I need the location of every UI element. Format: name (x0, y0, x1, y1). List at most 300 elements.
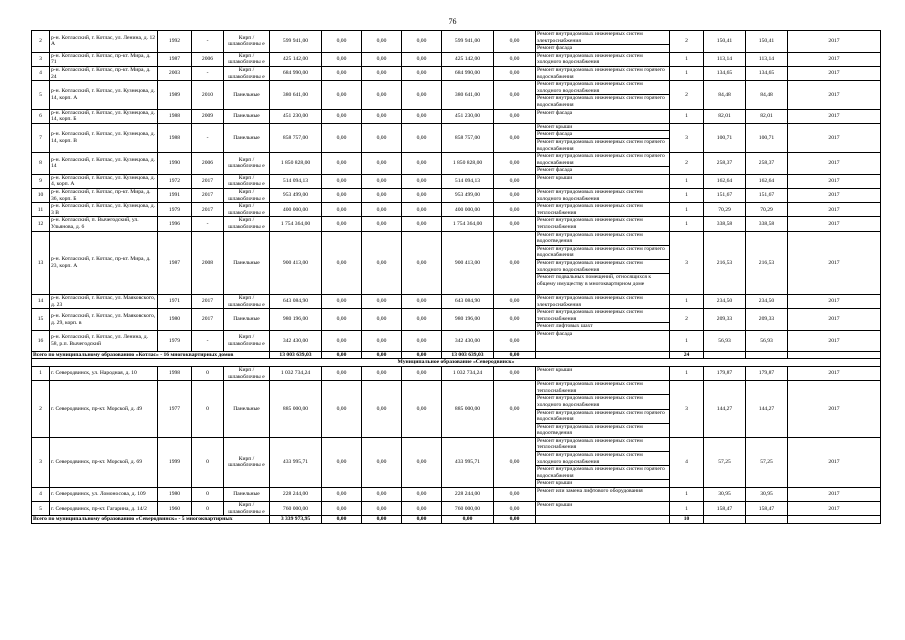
fund-cell: 0,00 (322, 381, 362, 438)
address-cell: р-н. Котласский, г. Котлас, ул. Маяковского, д. 29, корп. в (50, 309, 158, 331)
year-renovated-cell: 2017 (192, 189, 224, 203)
plan-year-cell: 2017 (788, 309, 881, 331)
max-cost-cell: 158,47 (746, 502, 788, 516)
owners-funds-cell: 900 413,00 (442, 231, 494, 294)
specific-cost-cell: 216,53 (704, 231, 746, 294)
work-count-cell: 1 (670, 174, 704, 188)
table-row (32, 381, 881, 438)
row-number: 1 (32, 366, 50, 380)
total-blank-a (704, 351, 746, 359)
fund-cell: 0,00 (322, 502, 362, 516)
wall-material-cell: Панельные (224, 123, 270, 152)
total-cost-cell: 514 094,13 (270, 174, 322, 188)
year-built-cell: 1996 (158, 217, 192, 231)
wall-material-cell: Кирп / шлакоблочны е (224, 203, 270, 217)
local-budget-cell: 0,00 (402, 123, 442, 152)
regional-budget-cell: 0,00 (362, 109, 402, 123)
specific-cost-cell: 258,37 (704, 153, 746, 175)
regional-budget-cell: 0,00 (362, 153, 402, 175)
work-type-item: Ремонт крыши (537, 480, 573, 487)
max-cost-cell: 84,48 (746, 81, 788, 109)
local-budget-cell: 0,00 (402, 502, 442, 516)
plan-year-cell: 2017 (788, 174, 881, 188)
total-cost-cell: 643 084,90 (270, 294, 322, 308)
total-cost-sum: 13 003 639,03 (270, 351, 322, 359)
local-budget-cell: 0,00 (402, 488, 442, 502)
address-cell: р-н. Котласский, г. Котлас, ул. Кузнецова, д. 14, корп. Б (50, 109, 158, 123)
total-cost-cell: 451 230,00 (270, 109, 322, 123)
year-built-cell: 1977 (158, 381, 192, 438)
specific-cost-cell: 144,27 (704, 381, 746, 438)
work-type-item: Ремонт внутридомовых инженерных систем горячего водоснабжения (537, 138, 665, 152)
wall-material-cell: Панельные (224, 81, 270, 109)
address-cell: р-н. Котласский, г. Котлас, ул. Кузнецова, д. 14, корп. В (50, 123, 158, 152)
work-type-item: Ремонт внутридомовых инженерных систем теплоснабжения (537, 203, 643, 216)
local-budget-cell: 0,00 (402, 231, 442, 294)
work-types-cell (536, 66, 670, 80)
year-renovated-cell: - (192, 31, 224, 53)
specific-cost-cell: 179,87 (704, 366, 746, 380)
address-cell: г. Северодвинск, пр-кт. Гагарина, д. 14/2 (50, 502, 158, 516)
table-row (32, 309, 881, 331)
work-type-item: Ремонт внутридомовых инженерных систем горячего водоснабжения (537, 95, 665, 108)
total-owners-sum: 0,00 (442, 516, 494, 524)
owners-funds-cell: 760 000,00 (442, 502, 494, 516)
section-row (32, 359, 881, 367)
year-renovated-cell: 2006 (192, 52, 224, 66)
specific-cost-cell: 70,29 (704, 203, 746, 217)
total-owners-sum: 13 003 639,03 (442, 351, 494, 359)
work-count-cell: 1 (670, 366, 704, 380)
max-cost-cell: 144,27 (746, 381, 788, 438)
regional-budget-cell: 0,00 (362, 203, 402, 217)
regional-budget-cell: 0,00 (362, 366, 402, 380)
capital-repair-register-table (31, 30, 881, 524)
owners-funds-cell: 1 754 364,00 (442, 217, 494, 231)
address-cell: р-н. Котласский, г. Котлас, ул. Ленина, д. 58, р.п. Вычегодский (50, 330, 158, 351)
max-cost-cell: 100,71 (746, 123, 788, 152)
work-type-item: Ремонт внутридомовых инженерных систем теплоснабжения (536, 309, 669, 323)
work-types-cell (536, 189, 670, 203)
work-count-cell: 2 (670, 31, 704, 53)
wall-material-cell: Кирп / шлакоблочны е (224, 294, 270, 308)
max-cost-cell: 70,29 (746, 203, 788, 217)
total-cost-cell: 760 000,00 (270, 502, 322, 516)
work-type-item: Ремонт внутридомовых инженерных систем горячего водоснабжения (536, 246, 669, 260)
total-cost-cell: 858 757,00 (270, 123, 322, 152)
work-types-cell (536, 217, 670, 231)
work-types-cell (536, 294, 670, 308)
row-number: 4 (32, 66, 50, 80)
year-renovated-cell: - (192, 217, 224, 231)
table-row (32, 330, 881, 351)
specific-cost-cell: 30,95 (704, 488, 746, 502)
max-cost-cell: 234,50 (746, 294, 788, 308)
address-cell: р-н. Котласский, г. Котлас, ул. Маяковского, д. 23 (50, 294, 158, 308)
plan-year-cell: 2017 (788, 217, 881, 231)
local-budget-cell: 0,00 (402, 330, 442, 351)
plan-year-cell: 2017 (788, 488, 881, 502)
row-number: 2 (32, 31, 50, 53)
year-built-cell: 1992 (158, 31, 192, 53)
local-budget-cell: 0,00 (402, 31, 442, 53)
plan-year-cell: 2017 (788, 52, 881, 66)
local-budget-cell: 0,00 (402, 203, 442, 217)
total-local-sum: 0,00 (402, 351, 442, 359)
owners-funds-cell: 1 032 734,24 (442, 366, 494, 380)
other-funds-cell: 0,00 (494, 437, 536, 487)
year-built-cell: 1979 (158, 203, 192, 217)
specific-cost-cell: 338,58 (704, 217, 746, 231)
work-types-cell (536, 174, 670, 188)
fund-cell: 0,00 (322, 203, 362, 217)
other-funds-cell: 0,00 (494, 294, 536, 308)
work-type-item: Ремонт внутридомовых инженерных систем водоотведения (537, 423, 643, 437)
work-type-item: Ремонт крыши (537, 174, 573, 181)
total-blank-b (746, 516, 788, 524)
table-row (32, 231, 881, 294)
work-type-item: Ремонт внутридомовых инженерных систем теплоснабжения (536, 438, 669, 452)
work-type-item: Ремонт внутридомовых инженерных систем теплоснабжения (536, 381, 669, 395)
fund-cell: 0,00 (322, 123, 362, 152)
regional-budget-cell: 0,00 (362, 294, 402, 308)
table-row (32, 366, 881, 380)
plan-year-cell: 2017 (788, 66, 881, 80)
total-blank-c (788, 516, 881, 524)
total-row (32, 351, 881, 359)
table-row (32, 203, 881, 217)
total-cost-sum: 3 339 973,95 (270, 516, 322, 524)
work-type-item: Ремонт внутридомовых инженерных систем горячего водоснабжения (536, 410, 669, 424)
specific-cost-cell: 100,71 (704, 123, 746, 152)
plan-year-cell: 2017 (788, 381, 881, 438)
other-funds-cell: 0,00 (494, 330, 536, 351)
other-funds-cell: 0,00 (494, 31, 536, 53)
table-row (32, 488, 881, 502)
wall-material-cell: Панельные (224, 488, 270, 502)
year-renovated-cell: 2009 (192, 109, 224, 123)
table-row (32, 52, 881, 66)
address-cell: р-н. Котласский, г. Котлас, пр-кт. Мира, д. 23, корп. А (50, 231, 158, 294)
table-row (32, 153, 881, 175)
address-cell: г. Северодвинск, ул. Ломоносова, д. 109 (50, 488, 158, 502)
year-built-cell: 1971 (158, 294, 192, 308)
work-types-cell (536, 231, 670, 294)
total-regional-sum: 0,00 (362, 516, 402, 524)
wall-material-cell: Кирп / шлакоблочны е (224, 437, 270, 487)
work-type-item: Ремонт внутридомовых инженерных систем теплоснабжения (537, 217, 643, 231)
wall-material-cell: Кирп / шлакоблочны е (224, 217, 270, 231)
work-types-cell (536, 309, 670, 331)
max-cost-cell: 56,93 (746, 330, 788, 351)
table-body (32, 31, 881, 524)
year-renovated-cell: 2017 (192, 309, 224, 331)
total-cost-cell: 228 244,00 (270, 488, 322, 502)
plan-year-cell: 2017 (788, 123, 881, 152)
table-row (32, 437, 881, 487)
address-cell: г. Северодвинск, пр-кт. Морской, д. 69 (50, 437, 158, 487)
specific-cost-cell: 113,14 (704, 52, 746, 66)
regional-budget-cell: 0,00 (362, 330, 402, 351)
year-built-cell: 1998 (158, 366, 192, 380)
work-type-item: Ремонт крыши (537, 502, 573, 509)
max-cost-cell: 258,37 (746, 153, 788, 175)
work-count-cell: 3 (670, 123, 704, 152)
specific-cost-cell: 57,25 (704, 437, 746, 487)
other-funds-cell: 0,00 (494, 488, 536, 502)
row-number: 3 (32, 52, 50, 66)
local-budget-cell: 0,00 (402, 294, 442, 308)
other-funds-cell: 0,00 (494, 189, 536, 203)
regional-budget-cell: 0,00 (362, 437, 402, 487)
table-row (32, 294, 881, 308)
year-renovated-cell: 0 (192, 437, 224, 487)
regional-budget-cell: 0,00 (362, 81, 402, 109)
specific-cost-cell: 209,33 (704, 309, 746, 331)
total-cost-cell: 1 850 828,00 (270, 153, 322, 175)
owners-funds-cell: 885 000,00 (442, 381, 494, 438)
work-type-item: Ремонт фасада (537, 45, 573, 52)
max-cost-cell: 82,01 (746, 109, 788, 123)
specific-cost-cell: 162,64 (704, 174, 746, 188)
other-funds-cell: 0,00 (494, 109, 536, 123)
total-work-count: 24 (670, 351, 704, 359)
max-cost-cell: 162,64 (746, 174, 788, 188)
year-built-cell: 1988 (158, 109, 192, 123)
row-number: 8 (32, 153, 50, 175)
total-other-sum: 0,00 (494, 351, 536, 359)
fund-cell: 0,00 (322, 366, 362, 380)
total-cost-cell: 380 641,00 (270, 81, 322, 109)
row-number: 14 (32, 294, 50, 308)
row-number: 6 (32, 109, 50, 123)
total-cost-cell: 885 000,00 (270, 381, 322, 438)
local-budget-cell: 0,00 (402, 52, 442, 66)
owners-funds-cell: 980 196,00 (442, 309, 494, 331)
regional-budget-cell: 0,00 (362, 231, 402, 294)
wall-material-cell: Кирп / шлакоблочны е (224, 174, 270, 188)
work-types-cell (536, 52, 670, 66)
regional-budget-cell: 0,00 (362, 189, 402, 203)
work-types-cell (536, 203, 670, 217)
regional-budget-cell: 0,00 (362, 309, 402, 331)
other-funds-cell: 0,00 (494, 381, 536, 438)
plan-year-cell: 2017 (788, 81, 881, 109)
local-budget-cell: 0,00 (402, 437, 442, 487)
fund-cell: 0,00 (322, 488, 362, 502)
year-renovated-cell: 2017 (192, 203, 224, 217)
other-funds-cell: 0,00 (494, 366, 536, 380)
max-cost-cell: 113,14 (746, 52, 788, 66)
plan-year-cell: 2017 (788, 231, 881, 294)
year-renovated-cell: 2010 (192, 81, 224, 109)
work-types-cell (536, 437, 670, 487)
total-local-sum: 0,00 (402, 516, 442, 524)
work-type-item: Ремонт подвальных помещений, относящихся к общему имуществу в многоквартирном доме (537, 274, 652, 287)
row-number: 10 (32, 189, 50, 203)
work-type-item: Ремонт фасада (537, 109, 573, 116)
address-cell: г. Северодвинск, пр-кт. Морской, д. 49 (50, 381, 158, 438)
year-renovated-cell: - (192, 123, 224, 152)
address-cell: р-н. Котласский, г. Котлас, ул. Кузнецова, д. 4, корп. А (50, 174, 158, 188)
other-funds-cell: 0,00 (494, 502, 536, 516)
row-number: 2 (32, 381, 50, 438)
other-funds-cell: 0,00 (494, 309, 536, 331)
regional-budget-cell: 0,00 (362, 123, 402, 152)
regional-budget-cell: 0,00 (362, 66, 402, 80)
wall-material-cell: Панельные (224, 309, 270, 331)
row-number: 12 (32, 217, 50, 231)
table-row (32, 123, 881, 152)
year-renovated-cell: 2017 (192, 294, 224, 308)
other-funds-cell: 0,00 (494, 81, 536, 109)
plan-year-cell: 2017 (788, 189, 881, 203)
work-types-cell (536, 488, 670, 502)
regional-budget-cell: 0,00 (362, 52, 402, 66)
page-number: 76 (448, 17, 457, 26)
fund-cell: 0,00 (322, 189, 362, 203)
work-types-cell (536, 31, 670, 53)
specific-cost-cell: 158,47 (704, 502, 746, 516)
plan-year-cell: 2017 (788, 294, 881, 308)
work-type-item: Ремонт внутридомовых инженерных систем холодного водоснабжения (537, 189, 643, 202)
year-built-cell: 1960 (158, 502, 192, 516)
total-cost-cell: 425 142,00 (270, 52, 322, 66)
max-cost-cell: 134,65 (746, 66, 788, 80)
owners-funds-cell: 425 142,00 (442, 52, 494, 66)
fund-cell: 0,00 (322, 330, 362, 351)
row-number: 15 (32, 309, 50, 331)
local-budget-cell: 0,00 (402, 109, 442, 123)
work-count-cell: 1 (670, 330, 704, 351)
total-row (32, 516, 881, 524)
year-built-cell: 1980 (158, 488, 192, 502)
total-work-count: 10 (670, 516, 704, 524)
owners-funds-cell: 684 990,00 (442, 66, 494, 80)
year-built-cell: 1987 (158, 231, 192, 294)
max-cost-cell: 150,41 (746, 31, 788, 53)
local-budget-cell: 0,00 (402, 366, 442, 380)
address-cell: р-н. Котласский, г. Котлас, ул. Кузнецова, д. 3 В (50, 203, 158, 217)
owners-funds-cell: 433 995,71 (442, 437, 494, 487)
work-count-cell: 1 (670, 488, 704, 502)
owners-funds-cell: 400 000,00 (442, 203, 494, 217)
owners-funds-cell: 380 641,00 (442, 81, 494, 109)
work-type-item: Ремонт внутридомовых инженерных систем горячего водоснабжения (536, 153, 669, 167)
work-count-cell: 1 (670, 294, 704, 308)
max-cost-cell: 179,87 (746, 366, 788, 380)
plan-year-cell: 2017 (788, 31, 881, 53)
total-cost-cell: 342 430,00 (270, 330, 322, 351)
total-label: Всего по муниципальному образованию «Котлас» - 16 многоквартирных домов (32, 351, 270, 359)
other-funds-cell: 0,00 (494, 174, 536, 188)
fund-cell: 0,00 (322, 109, 362, 123)
other-funds-cell: 0,00 (494, 203, 536, 217)
owners-funds-cell: 514 094,13 (442, 174, 494, 188)
owners-funds-cell: 228 244,00 (442, 488, 494, 502)
max-cost-cell: 151,67 (746, 189, 788, 203)
total-cost-cell: 599 941,00 (270, 31, 322, 53)
table-row (32, 66, 881, 80)
local-budget-cell: 0,00 (402, 81, 442, 109)
address-cell: р-н. Котласский, г. Котлас, пр-кт. Мира, д. 24 (50, 66, 158, 80)
max-cost-cell: 57,25 (746, 437, 788, 487)
work-count-cell: 1 (670, 217, 704, 231)
total-fund-sum: 0,00 (322, 516, 362, 524)
total-blank-a (704, 516, 746, 524)
year-built-cell: 1989 (158, 81, 192, 109)
year-renovated-cell: - (192, 330, 224, 351)
total-cost-cell: 433 995,71 (270, 437, 322, 487)
work-type-item: Ремонт фасада (537, 167, 573, 174)
year-renovated-cell: 0 (192, 502, 224, 516)
year-built-cell: 1972 (158, 174, 192, 188)
total-regional-sum: 0,00 (362, 351, 402, 359)
local-budget-cell: 0,00 (402, 153, 442, 175)
work-types-cell (536, 381, 670, 438)
total-cost-cell: 953 499,00 (270, 189, 322, 203)
specific-cost-cell: 234,50 (704, 294, 746, 308)
other-funds-cell: 0,00 (494, 52, 536, 66)
year-built-cell: 1987 (158, 52, 192, 66)
work-types-cell (536, 81, 670, 109)
owners-funds-cell: 1 850 828,00 (442, 153, 494, 175)
wall-material-cell: Кирп / шлакоблочны е (224, 66, 270, 80)
wall-material-cell: Кирп / шлакоблочны е (224, 52, 270, 66)
year-renovated-cell: 2008 (192, 231, 224, 294)
address-cell: р-н. Котласский, г. Котлас, ул. Ленина, д. 12 А (50, 31, 158, 53)
work-type-item: Ремонт крыши (537, 366, 573, 373)
regional-budget-cell: 0,00 (362, 174, 402, 188)
regional-budget-cell: 0,00 (362, 488, 402, 502)
year-renovated-cell: 2006 (192, 153, 224, 175)
max-cost-cell: 216,53 (746, 231, 788, 294)
local-budget-cell: 0,00 (402, 66, 442, 80)
wall-material-cell: Кирп / шлакоблочны е (224, 502, 270, 516)
owners-funds-cell: 953 499,00 (442, 189, 494, 203)
wall-material-cell: Кирп / шлакоблочны е (224, 153, 270, 175)
work-type-item: Ремонт внутридомовых инженерных систем холодного водоснабжения (537, 52, 643, 66)
year-renovated-cell: 0 (192, 488, 224, 502)
work-types-cell (536, 330, 670, 351)
specific-cost-cell: 82,01 (704, 109, 746, 123)
work-count-cell: 1 (670, 502, 704, 516)
total-other-sum: 0,00 (494, 516, 536, 524)
row-number: 5 (32, 502, 50, 516)
table-row (32, 502, 881, 516)
total-label: Всего по муниципальному образованию «Северодвинск» - 5 многоквартирных (32, 516, 270, 524)
work-count-cell: 2 (670, 309, 704, 331)
plan-year-cell: 2017 (788, 109, 881, 123)
max-cost-cell: 30,95 (746, 488, 788, 502)
owners-funds-cell: 342 430,00 (442, 330, 494, 351)
total-cost-cell: 900 413,00 (270, 231, 322, 294)
wall-material-cell: Панельные (224, 231, 270, 294)
wall-material-cell: Кирп / шлакоблочны е (224, 189, 270, 203)
specific-cost-cell: 150,41 (704, 31, 746, 53)
table-row (32, 31, 881, 53)
total-work-types-blank (536, 516, 670, 524)
local-budget-cell: 0,00 (402, 217, 442, 231)
total-cost-cell: 400 000,00 (270, 203, 322, 217)
fund-cell: 0,00 (322, 66, 362, 80)
row-number: 3 (32, 437, 50, 487)
total-cost-cell: 1 754 364,00 (270, 217, 322, 231)
plan-year-cell: 2017 (788, 437, 881, 487)
specific-cost-cell: 134,65 (704, 66, 746, 80)
work-count-cell: 1 (670, 203, 704, 217)
work-type-item: Ремонт внутридомовых инженерных систем горячего водоснабжения (537, 66, 665, 80)
